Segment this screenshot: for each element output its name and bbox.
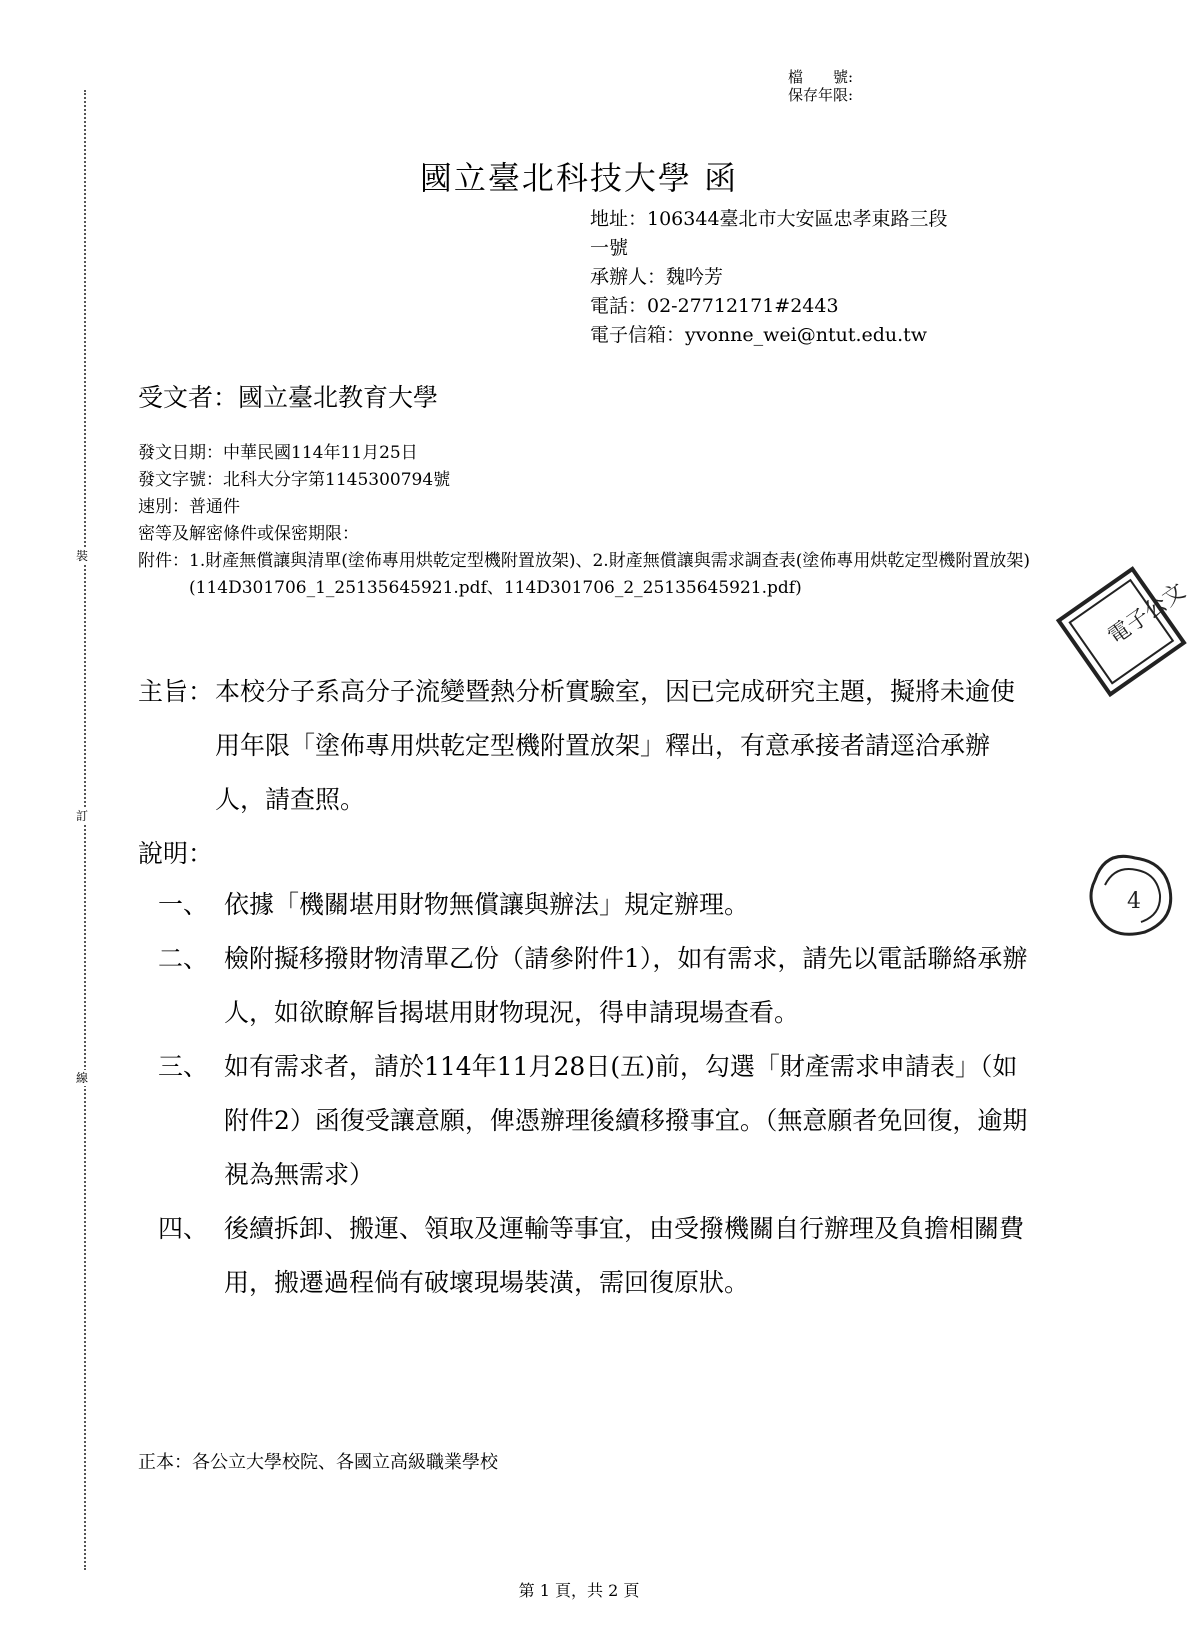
attachment-label: 附件： xyxy=(138,551,189,571)
binding-dotted-line xyxy=(84,90,86,1570)
address-line1: 地址：106344臺北市大安區忠孝東路三段 xyxy=(590,208,948,230)
list-item xyxy=(158,932,1028,1040)
seal-text: 電子公文 xyxy=(1103,578,1190,650)
item-text: 後續拆卸、搬運、領取及運輸等事宜，由受撥機關自行辦理及負擔相關費用，搬遷過程倘有破壞現場裝潢，需回復原狀。 xyxy=(224,1214,1025,1297)
binding-mark-zhuang: 裝 xyxy=(76,549,89,563)
recipient: 受文者：國立臺北教育大學 xyxy=(138,383,439,412)
electronic-seal-icon xyxy=(1050,570,1190,700)
carbon-copy: 正本：各公立大學校院、各國立高級職業學校 xyxy=(138,1452,498,1473)
document-title: 國立臺北科技大學 函 xyxy=(419,159,739,197)
page-stamp-icon xyxy=(1075,840,1185,950)
item-text: 依據「機關堪用財物無償讓與辦法」規定辦理。 xyxy=(224,890,750,919)
item-number: 四、 xyxy=(158,1214,209,1243)
subject-text: 本校分子系高分子流變暨熱分析實驗室，因已完成研究主題，擬將未逾使用年限「塗佈專用烘乾定型機附置放架」釋出，有意承接者請逕洽承辦人，請查照。 xyxy=(215,677,1016,814)
subject-label: 主旨： xyxy=(138,677,214,706)
file-number-label: 檔 號: xyxy=(787,68,853,86)
item-number: 三、 xyxy=(158,1052,209,1081)
contact-block xyxy=(590,205,1030,350)
binding-mark-xian: 線 xyxy=(76,1071,89,1085)
issue-date: 發文日期：中華民國114年11月25日 xyxy=(138,443,418,463)
item-text: 檢附擬移撥財物清單乙份（請參附件1），如有需求，請先以電話聯絡承辦人，如欲瞭解旨揭堪用財物現況，得申請現場查看。 xyxy=(224,944,1028,1027)
explanation-items xyxy=(158,878,1028,1310)
archive-info xyxy=(788,68,853,104)
secrecy-level: 密等及解密條件或保密期限： xyxy=(138,524,359,544)
email: 電子信箱：yvonne_wei@ntut.edu.tw xyxy=(590,324,928,346)
list-item xyxy=(158,878,1028,932)
address-line2: 一號 xyxy=(590,237,629,259)
document-number: 發文字號：北科大分字第1145300794號 xyxy=(138,470,451,490)
page-footer: 第 1 頁，共 2 頁 xyxy=(518,1581,640,1600)
phone: 電話：02-27712171#2443 xyxy=(590,295,839,317)
handler: 承辦人：魏吟芳 xyxy=(590,266,724,288)
speed-class: 速別：普通件 xyxy=(138,497,240,517)
item-number: 一、 xyxy=(158,890,209,919)
list-item xyxy=(158,1040,1028,1202)
item-text: 如有需求者，請於114年11月28日(五)前，勾選「財產需求申請表」（如附件2）函復受讓意願，俾憑辦理後續移撥事宜。（無意願者免回復，逾期視為無需求） xyxy=(224,1052,1028,1189)
attachment xyxy=(138,548,1038,602)
explanation-label: 說明： xyxy=(138,839,214,868)
attachment-text: 1.財產無償讓與清單(塗佈專用烘乾定型機附置放架)、2.財產無償讓與需求調查表(塗佈專用烘乾定型機附置放架) (114D301706_1_25135645921.pdf、114D301706_2_25135645921.pdf) xyxy=(189,551,1036,598)
item-number: 二、 xyxy=(158,944,209,973)
meta-block xyxy=(138,440,1038,602)
retention-label: 保存年限: xyxy=(787,86,853,104)
stamp-page-number: 4 xyxy=(1127,889,1141,914)
list-item xyxy=(158,1202,1028,1310)
binding-mark-ding: 訂 xyxy=(76,809,89,823)
subject xyxy=(138,665,1028,827)
